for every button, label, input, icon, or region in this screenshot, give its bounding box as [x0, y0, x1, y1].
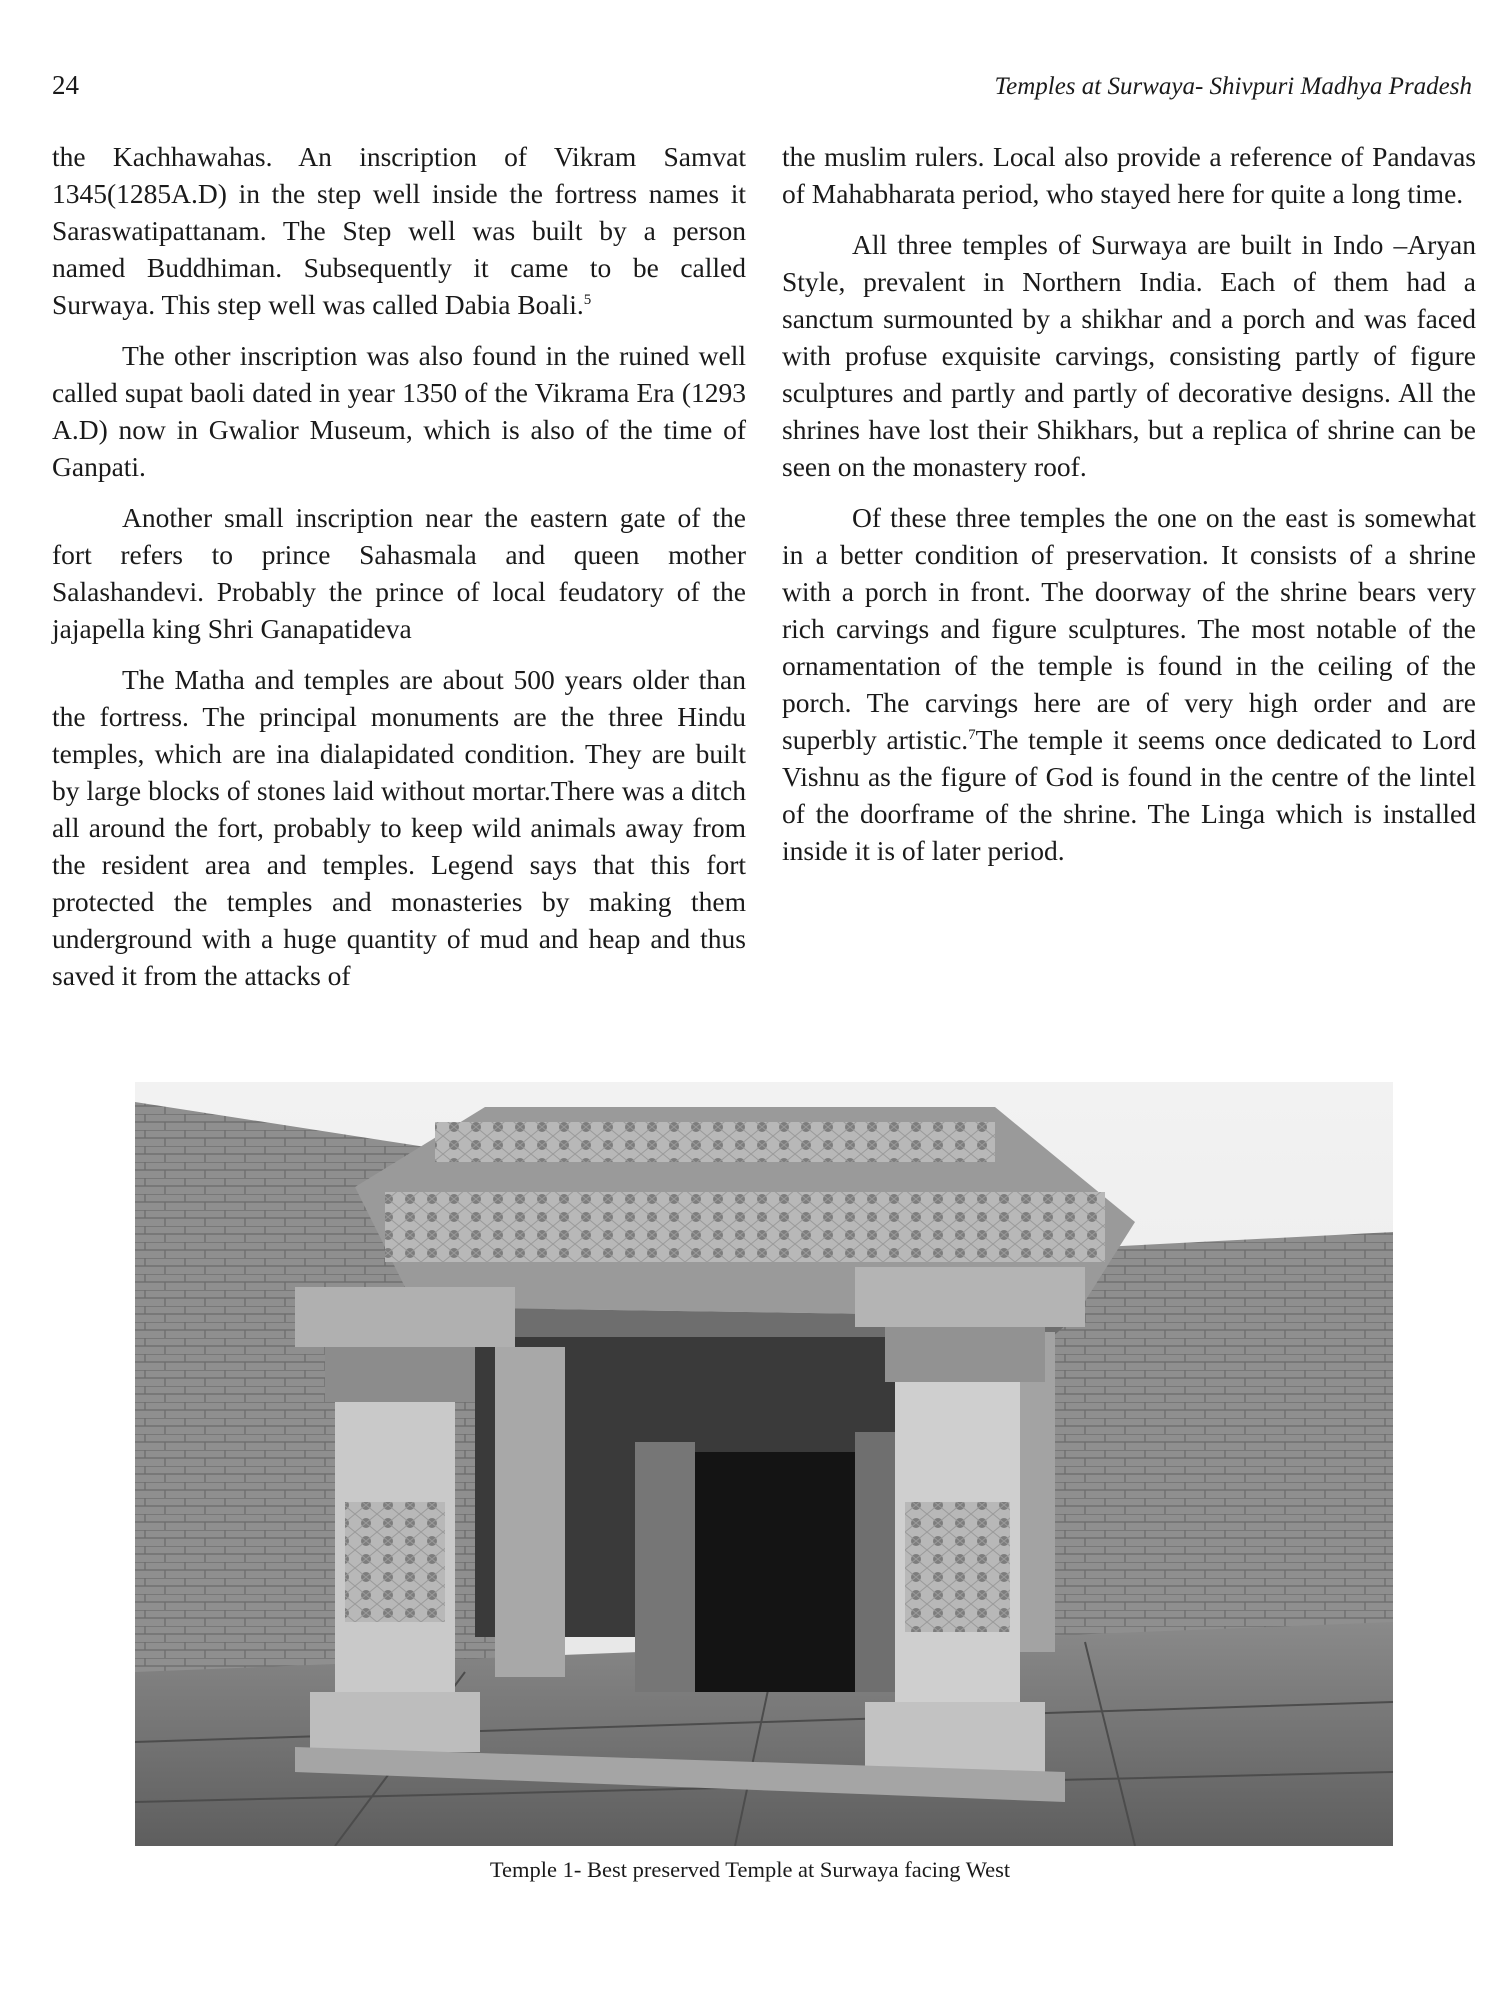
right-paragraph-3-text-a: Of these three temples the one on the east is somewhat in a better condition of preservation. It consists of a shrine with a porch in front. The doorway of the shrine bears very rich carvings and figure sculptures. The most notable of the ornamentation of the temple is found in the ceiling of the porch. The carvings here are of very high order and are superbly artistic.	[782, 502, 1476, 755]
right-paragraph-3-text-b: The temple it seems once dedicated to Lord Vishnu as the figure of God is found in the centre of the lintel of the doorframe of the shrine. The Linga which is installed inside it is of later period.	[782, 724, 1476, 866]
shrine-doorway	[695, 1452, 855, 1692]
footnote-ref-7: 7	[968, 726, 976, 743]
left-paragraph-1-text: the Kachhawahas. An inscription of Vikram Samvat 1345(1285A.D) in the step well inside the fortress names it Saraswatipattanam. The Step well was built by a person named Buddhiman. Subsequently it came to be called Surwaya. This step well was called Dabia Boali.	[52, 141, 746, 320]
running-title: Temples at Surwaya- Shivpuri Madhya Pradesh	[994, 73, 1472, 100]
right-paragraph-3	[782, 499, 1476, 869]
right-column	[782, 138, 1476, 1008]
rear-pillar-left	[495, 1347, 565, 1677]
figure-caption: Temple 1- Best preserved Temple at Surwaya facing West	[489, 1857, 1011, 1882]
left-paragraph-3: Another small inscription near the eastern gate of the fort refers to prince Sahasmala and queen mother Salashandevi. Probably the prince of local feudatory of the jajapella king Shri Ganapatideva	[52, 502, 746, 644]
page-number: 24	[52, 70, 79, 100]
temple-photograph	[135, 1082, 1393, 1846]
text-columns	[52, 138, 1476, 1008]
left-paragraph-4: The Matha and temples are about 500 years older than the fortress. The principal monuments are the three Hindu temples, which are ina dialapidated condition. They are built by large blocks of stones laid without mortar.There was a ditch all around the fort, probably to keep wild animals away from the resident area and temples. Legend says that this fort protected the temples and monasteries by making them underground with a huge quantity of mud and heap and thus saved it from the attacks of	[52, 664, 746, 991]
left-column	[52, 138, 746, 1008]
right-paragraph-1: the muslim rulers. Local also provide a reference of Pandavas of Mahabharata period, who stayed here for quite a long time.	[782, 141, 1476, 209]
right-paragraph-2: All three temples of Surwaya are built in Indo –Aryan Style, prevalent in Northern India. Each of them had a sanctum surmounted by a shikhar and a porch and was faced with profuse exquisite carvings, consisting partly of figure sculptures and partly and partly of decorative designs. All the shrines have lost their Shikhars, but a replica of shrine can be seen on the monastery roof.	[782, 229, 1476, 482]
left-paragraph-2: The other inscription was also found in the ruined well called supat baoli dated in year 1350 of the Vikrama Era (1293 A.D) now in Gwalior Museum, which is also of the time of Ganpati.	[52, 340, 746, 482]
page-header	[52, 70, 1472, 110]
left-paragraph-1	[52, 138, 746, 323]
footnote-ref-5: 5	[583, 291, 592, 308]
